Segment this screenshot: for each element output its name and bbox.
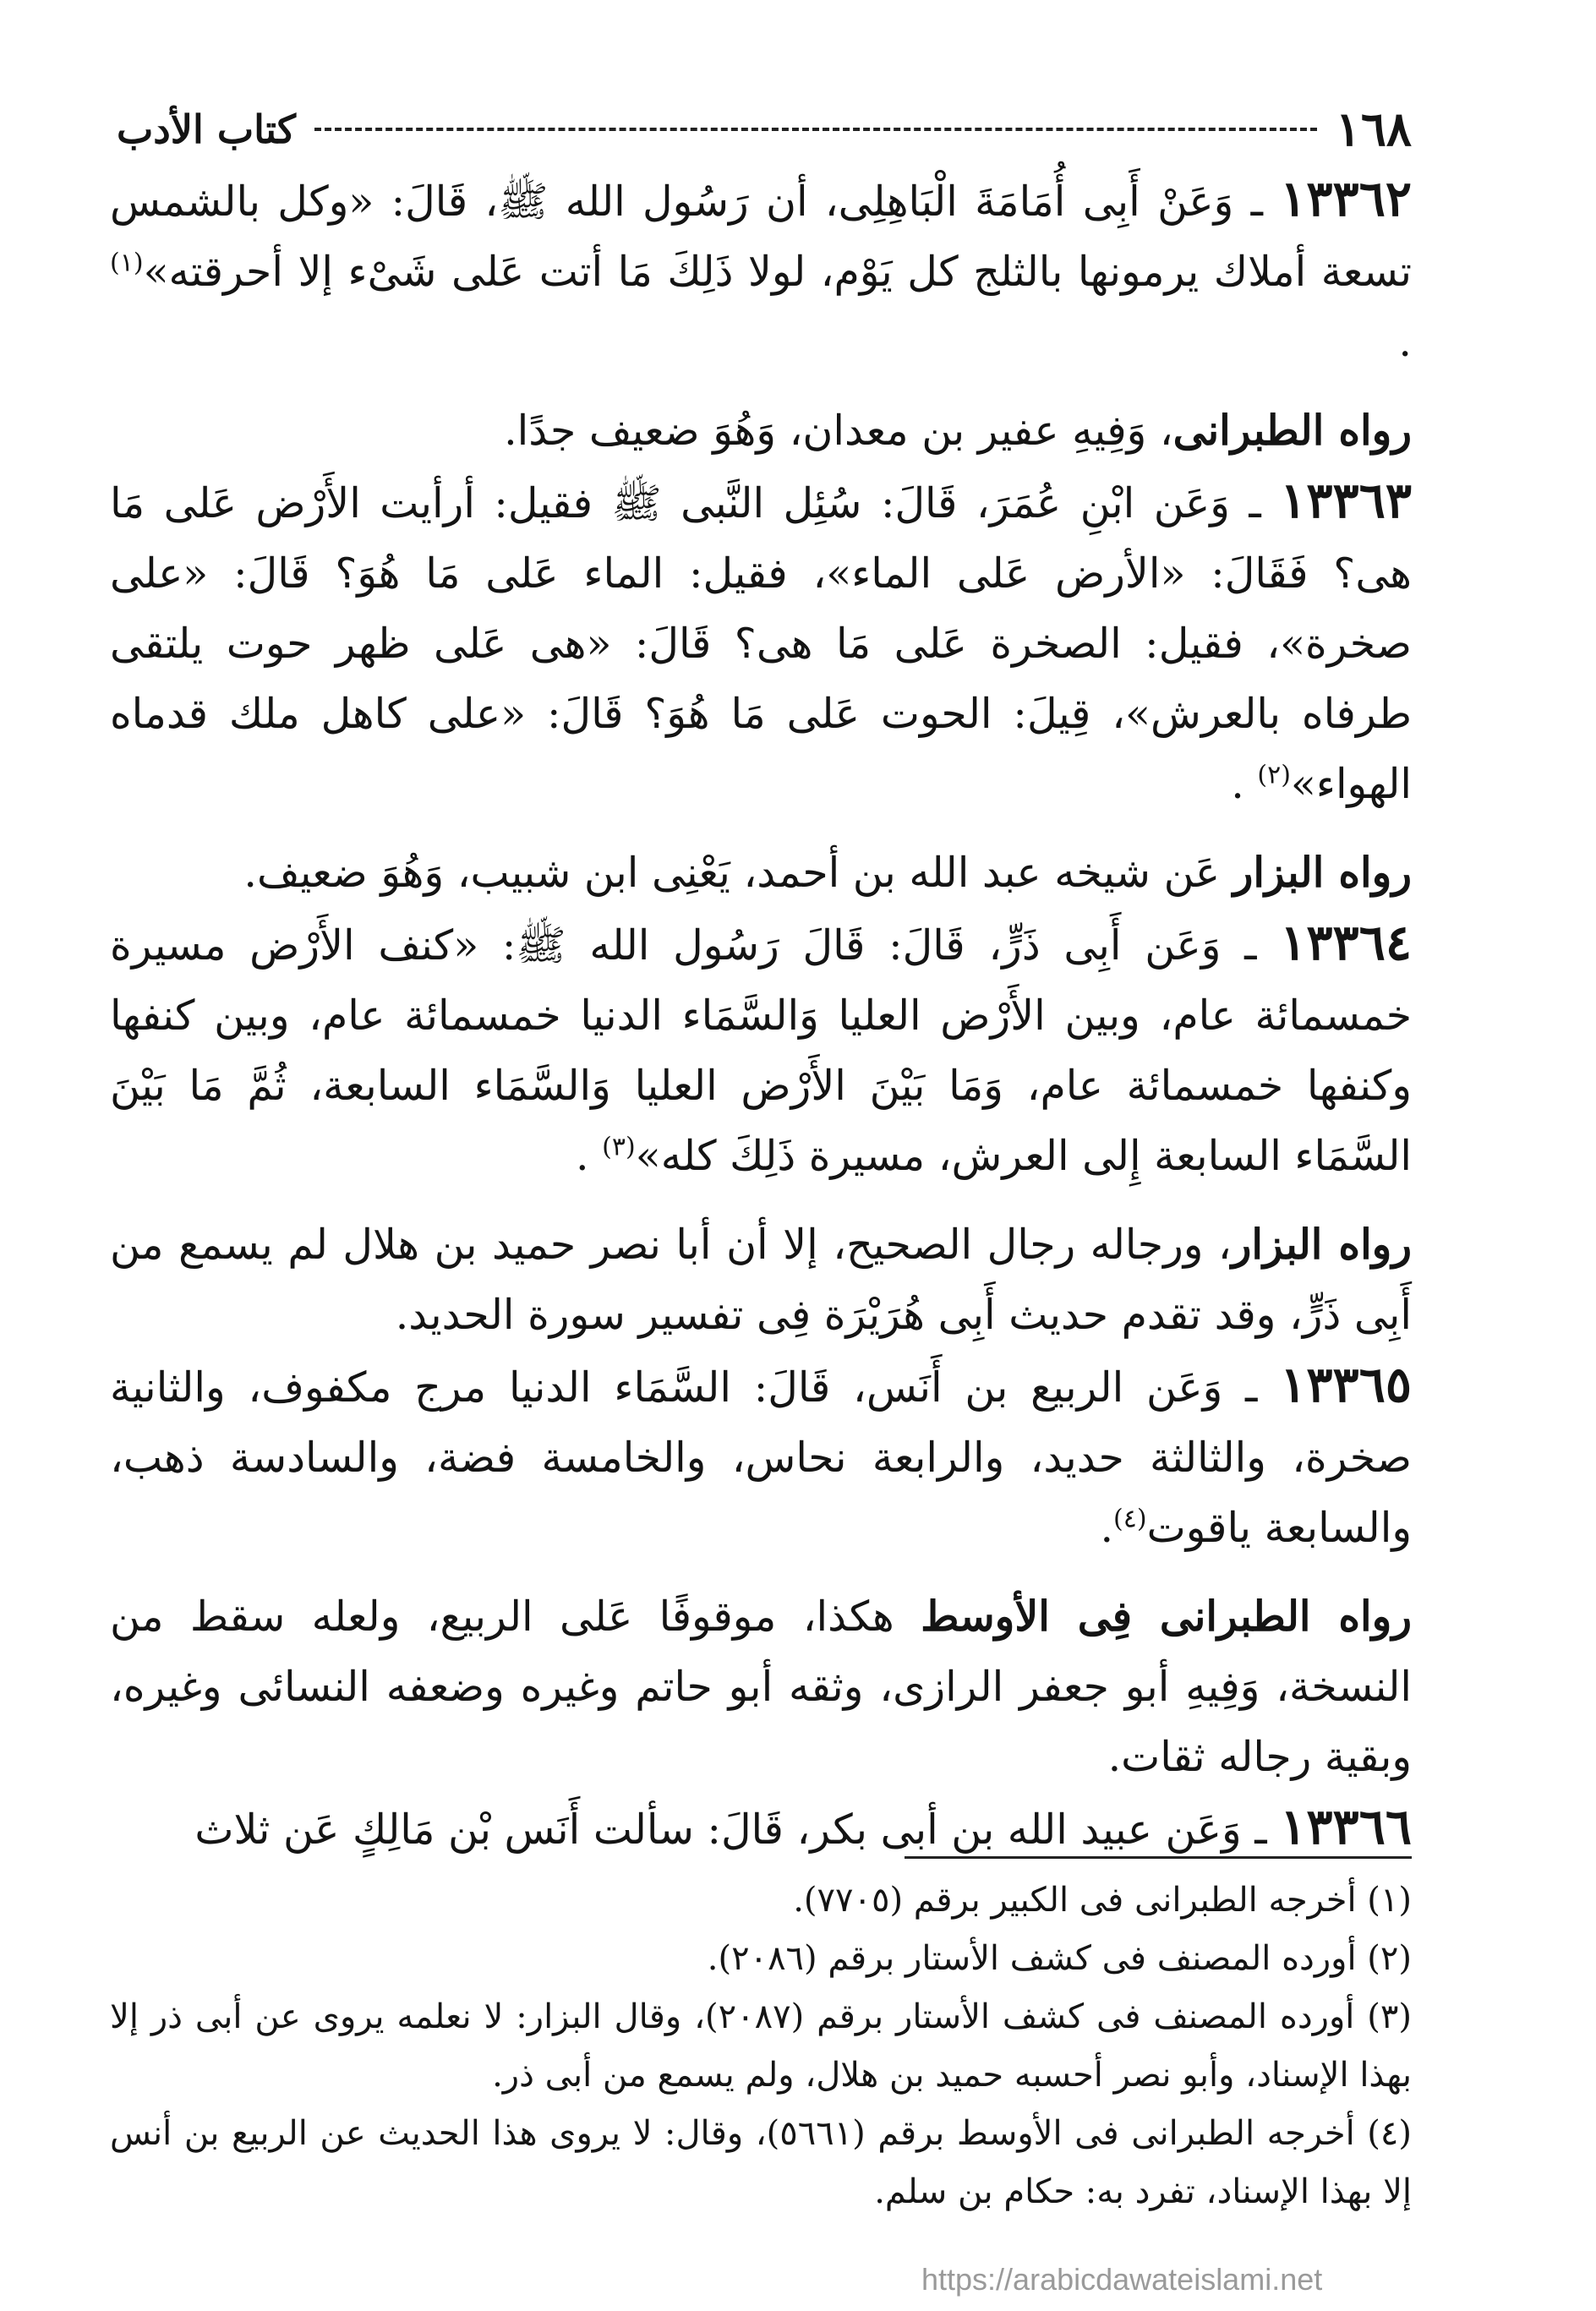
hadith-end: .: [1100, 1504, 1114, 1552]
source-text: ، وَفِيهِ عفير بن معدان، وَهُوَ ضعيف جدًا.: [504, 407, 1173, 455]
hadith-text: وَعَن ابْنِ عُمَرَ، قَالَ: سُئِل النَّبى ﷺ فقيل: أرأيت الأَرْض عَلى مَا هى؟ فَقَالَ: «الأرض عَلى الماء»، فقيل: الماء عَلى مَا هُوَ؟ قَالَ: «على صخرة»، فقيل: الصخرة عَلى مَا هى؟ قَالَ: «هى عَلى ظهر حوت يلتقى طرفاه بالعرش»، قِيلَ: الحوت عَلى مَا هُوَ؟ قَالَ: «على كاهل ملك قدماه الهواء»: [110, 479, 1412, 808]
footnote-marker: (١): [110, 248, 144, 278]
footnote-marker: (٤): [1113, 1504, 1147, 1534]
hadith-13363: [110, 466, 1412, 819]
source-label: رواه البزار: [1233, 848, 1412, 897]
source-label: رواه الطبرانى: [1172, 406, 1412, 455]
main-text: [110, 164, 1412, 1865]
source-text: هكذا، موقوفًا عَلى الربيع، ولعله سقط من النسخة، وَفِيهِ أبو جعفر الرازى، وثقه أبو حاتم وغيره وضعفه النسائى وغيره، وبقية رجاله ثقات.: [110, 1593, 1412, 1781]
hadith-number: ١٣٣٦٣: [1280, 472, 1412, 529]
watermark-url: https://arabicdawateislami.net: [921, 2262, 1323, 2297]
dash: ـ: [1221, 921, 1257, 970]
hadith-13364: [110, 908, 1412, 1191]
book-title: كتاب الأدب: [117, 107, 296, 152]
hadith-text: وَعَن عبيد الله بن أبى بكر، قَالَ: سألت أَنَس بْن مَالِكٍ عَن ثلاث: [194, 1806, 1242, 1854]
footnote-2: (٢) أورده المصنف فى كشف الأستار برقم (٢٠٨٦).: [707, 1939, 1412, 1978]
hadith-end: .: [1231, 760, 1258, 808]
hadith-end: .: [1398, 318, 1412, 366]
source-13363: [110, 838, 1412, 908]
footnote-rule: [905, 1856, 1412, 1859]
source-text: ، ورجاله رجال الصحيح، إلا أن أبا نصر حميد بن هلال لم يسمع من أَبِى ذَرٍّ، وقد تقدم حديث أَبِى هُرَيْرَة فِى تفسير سورة الحديد.: [110, 1221, 1412, 1339]
footnote-marker: (٢): [1257, 760, 1291, 790]
footnote-3: (٣) أورده المصنف فى كشف الأستار برقم (٢٠٨٧)، وقال البزار: لا نعلمه يروى عن أبى ذر إلا بهذا الإسناد، وأبو نصر أحسبه حميد بن هلال، ولم يسمع من أبى ذر.: [110, 1997, 1413, 2095]
source-label: رواه الطبرانى فِى الأوسط: [921, 1592, 1412, 1641]
page-number: ١٦٨: [1335, 101, 1412, 157]
hadith-text: وَعَن الربيع بن أَنَس، قَالَ: السَّمَاء الدنيا مرج مكفوف، والثانية صخرة، والثالثة حديد، والرابعة نحاس، والخامسة فضة، والسادسة ذهب، والسابعة ياقوت: [110, 1363, 1412, 1552]
footnote-4: (٤) أخرجه الطبرانى فى الأوسط برقم (٥٦٦١)، وقال: لا يروى هذا الحديث عن الربيع بن أنس إلا بهذا الإسناد، تفرد به: حكام بن سلم.: [110, 2114, 1412, 2211]
hadith-text: وَعَنْ أَبِى أُمَامَةَ الْبَاهِلِى، أن رَسُول الله ﷺ، قَالَ: «وكل بالشمس تسعة أملاك يرمونها بالثلج كل يَوْم، لولا ذَلِكَ مَا أتت عَلى شَىْء إلا أحرقته»: [110, 178, 1412, 296]
dash: ـ: [1233, 178, 1263, 226]
dash: ـ: [1229, 479, 1261, 527]
running-header: [117, 100, 1412, 159]
footnotes: [110, 1871, 1412, 2221]
hadith-text: وَعَن أَبِى ذَرٍّ، قَالَ: قَالَ رَسُول الله ﷺ: «كنف الأَرْض مسيرة خمسمائة عام، وبين الأَرْض العليا وَالسَّمَاء الدنيا خمسمائة عام، وبين كنفها وكنفها خمسمائة عام، وَمَا بَيْنَ الأَرْض العليا وَالسَّمَاء السابعة، ثُمَّ مَا بَيْنَ السَّمَاء السابعة إِلى العرش، مسيرة ذَلِكَ كله»: [110, 921, 1412, 1180]
dash: ـ: [1241, 1806, 1267, 1854]
hadith-number: ١٣٣٦٢: [1280, 170, 1412, 227]
hadith-number: ١٣٣٦٦: [1280, 1798, 1412, 1855]
hadith-end: .: [576, 1132, 603, 1180]
footnote-marker: (٣): [602, 1132, 636, 1162]
dash: ـ: [1222, 1363, 1258, 1412]
source-13365: [110, 1582, 1412, 1792]
hadith-number: ١٣٣٦٥: [1280, 1356, 1412, 1413]
hadith-13366: [110, 1792, 1412, 1865]
hadith-13365: [110, 1350, 1412, 1563]
footnote-1: (١) أخرجه الطبرانى فى الكبير برقم (٧٧٠٥).: [793, 1881, 1412, 1920]
source-label: رواه البزار: [1231, 1220, 1413, 1269]
source-13362: [110, 396, 1412, 466]
hadith-number: ١٣٣٦٤: [1280, 914, 1412, 971]
hadith-13362: [110, 164, 1412, 377]
source-13364: [110, 1210, 1412, 1350]
source-text: عَن شيخه عبد الله بن أحمد، يَعْنِى ابن شبيب، وَهُوَ ضعيف.: [243, 849, 1233, 897]
header-divider: [314, 128, 1317, 131]
